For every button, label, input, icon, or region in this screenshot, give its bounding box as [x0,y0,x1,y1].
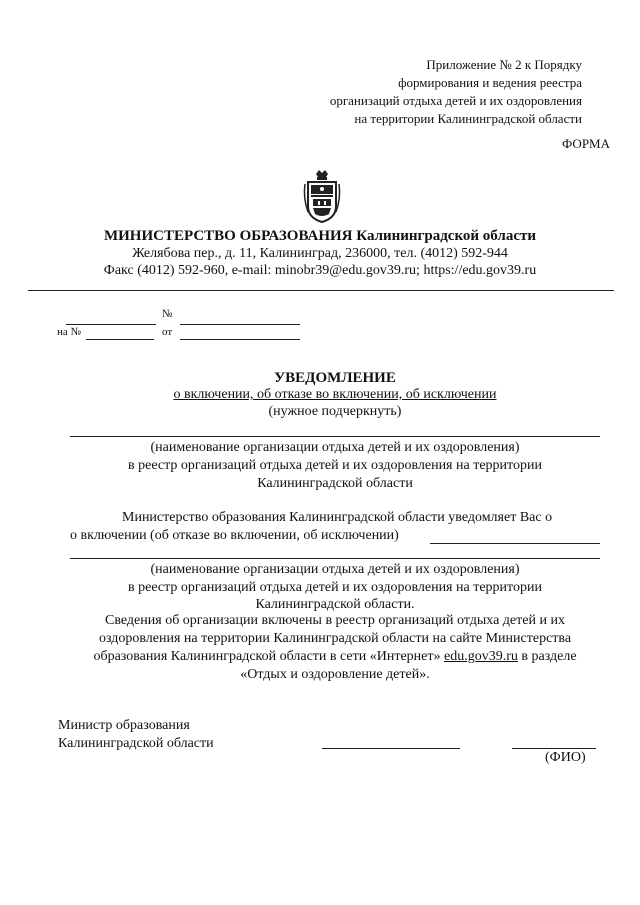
registry-line-2: в реестр организаций отдыха детей и их оздоровления на территории [128,580,542,595]
info-line-1: Сведения об организации включены в реестр организаций отдыха детей и их [105,613,565,628]
signature-line [322,748,460,749]
signatory-title-2: Калининградской области [58,736,214,751]
annex-line-2: формирования и ведения реестра [398,75,582,90]
info-line-3-tail: в разделе [517,649,577,664]
number-sign: № [162,308,173,320]
ministry-name: МИНИСТЕРСТВО ОБРАЗОВАНИЯ [103,228,353,244]
reply-date-field [180,339,300,340]
kaliningrad-coat-of-arms-icon [302,168,342,224]
form-label: ФОРМА [562,136,610,151]
reply-number-label: на № [57,326,82,338]
reply-number-field [86,339,154,340]
ministry-region: Калининградской области [352,228,537,244]
info-line-3 [40,649,630,665]
reply-date-label: от [162,326,173,338]
ministry-contacts: Факс (4012) 592-960, e-mail: minobr39@edu.gov39.ru; https://edu.gov39.ru [103,263,537,278]
region-line-1: Калининградской области [257,476,413,491]
organization-caption-2: (наименование организации отдыха детей и их оздоровления) [150,562,520,577]
ministry-title [0,228,640,245]
ministry-address: Желябова пер., д. 11, Калининград, 236000, тел. (4012) 592-944 [132,246,508,261]
body-line-2: о включении (об отказе во включении, об исключении) [70,528,399,543]
signatory-title-1: Министр образования [58,718,190,733]
info-line-2: оздоровления на территории Калининградской области на сайте Министерства [98,631,572,646]
info-line-4: «Отдых и оздоровление детей». [240,667,430,682]
organization-name-line-2 [70,558,600,559]
info-line-3-text: образования Калининградской области в сети «Интернет» [93,649,444,664]
annex-line-1: Приложение № 2 к Порядку [426,57,582,72]
organization-name-line-1 [70,436,600,437]
fio-line [512,748,596,749]
underline-hint: (нужное подчеркнуть) [268,404,402,419]
outgoing-number-field [180,324,300,325]
annex-line-4: на территории Калининградской области [354,111,582,126]
outgoing-date-field [66,324,156,325]
annex-line-3: организаций отдыха детей и их оздоровления [329,93,582,108]
annex-block [300,56,582,128]
registry-line-1: в реестр организаций отдыха детей и их оздоровления на территории [128,458,542,473]
notice-subtitle: о включении, об отказе во включении, об исключении [173,387,497,402]
header-separator [28,290,614,291]
organization-caption-1: (наименование организации отдыха детей и их оздоровления) [150,440,520,455]
region-line-2: Калининградской области. [255,597,415,612]
body-line-1: Министерство образования Калининградской области уведомляет Вас о [122,510,553,525]
notice-title: УВЕДОМЛЕНИЕ [274,370,396,386]
decision-field [430,543,600,544]
fio-label: (ФИО) [545,750,586,765]
website-link[interactable]: edu.gov39.ru [444,649,518,664]
